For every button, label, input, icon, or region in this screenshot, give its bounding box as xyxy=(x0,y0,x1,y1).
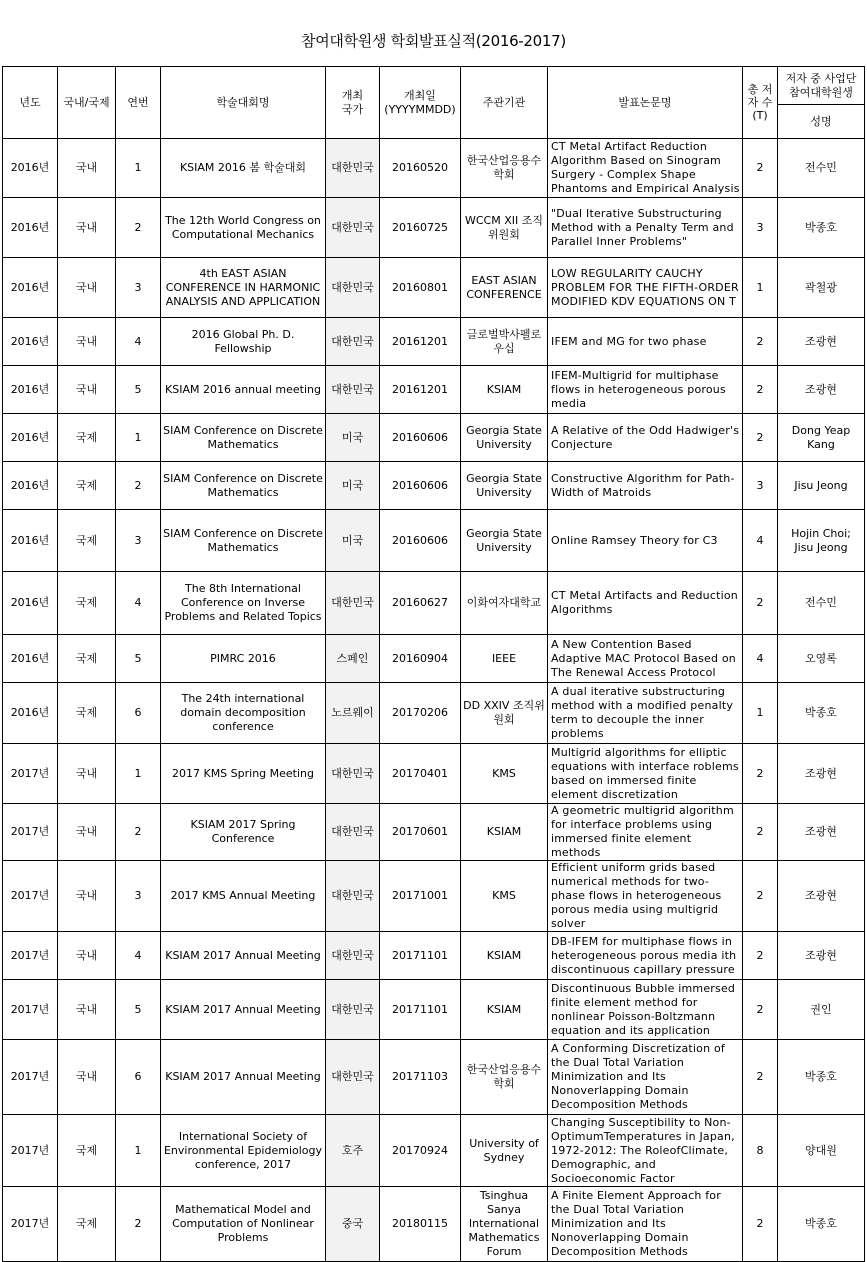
table-row xyxy=(3,318,865,366)
cell-date: 20160606 xyxy=(380,414,461,462)
cell-name: 박종호 xyxy=(778,1040,865,1115)
cell-conference: Mathematical Model and Computation of Nonlinear Problems xyxy=(161,1187,326,1262)
cell-organizer: EAST ASIAN CONFERENCE xyxy=(461,258,548,318)
cell-conference: KSIAM 2017 Spring Conference xyxy=(161,804,326,861)
cell-date: 20160606 xyxy=(380,462,461,510)
cell-scope: 국내 xyxy=(58,198,116,258)
cell-year: 2016년 xyxy=(3,139,58,198)
cell-name: 곽철광 xyxy=(778,258,865,318)
cell-name: 조광현 xyxy=(778,744,865,804)
cell-name: 조광현 xyxy=(778,318,865,366)
cell-authors: 2 xyxy=(743,414,778,462)
cell-scope: 국내 xyxy=(58,139,116,198)
cell-organizer: KMS xyxy=(461,861,548,932)
table-row xyxy=(3,932,865,980)
cell-year: 2016년 xyxy=(3,635,58,683)
table-row xyxy=(3,1040,865,1115)
cell-conference: 2017 KMS Annual Meeting xyxy=(161,861,326,932)
table-row xyxy=(3,366,865,414)
cell-organizer: KSIAM xyxy=(461,932,548,980)
header-date: 개최일 (YYYYMMDD) xyxy=(380,67,461,139)
table-body xyxy=(3,139,865,1262)
cell-year: 2016년 xyxy=(3,414,58,462)
table-row xyxy=(3,139,865,198)
cell-country: 호주 xyxy=(326,1115,380,1187)
cell-conference: SIAM Conference on Discrete Mathematics xyxy=(161,510,326,572)
cell-authors: 1 xyxy=(743,683,778,744)
cell-authors: 2 xyxy=(743,366,778,414)
page-title: 참여대학원생 학회발표실적(2016-2017) xyxy=(301,32,566,50)
cell-name: 조광현 xyxy=(778,932,865,980)
cell-conference: The 8th International Conference on Inverse Problems and Related Topics xyxy=(161,572,326,635)
cell-date: 20160801 xyxy=(380,258,461,318)
cell-paper: CT Metal Artifacts and Reduction Algorithms xyxy=(548,572,743,635)
cell-scope: 국내 xyxy=(58,980,116,1040)
cell-date: 20180115 xyxy=(380,1187,461,1262)
cell-authors: 2 xyxy=(743,932,778,980)
cell-date: 20170206 xyxy=(380,683,461,744)
cell-organizer: KSIAM xyxy=(461,804,548,861)
cell-date: 20160606 xyxy=(380,510,461,572)
table-row xyxy=(3,635,865,683)
cell-conference: 4th EAST ASIAN CONFERENCE IN HARMONIC ANALYSIS AND APPLICATION xyxy=(161,258,326,318)
cell-year: 2017년 xyxy=(3,861,58,932)
cell-name: 전수민 xyxy=(778,139,865,198)
cell-conference: PIMRC 2016 xyxy=(161,635,326,683)
cell-conference: KSIAM 2017 Annual Meeting xyxy=(161,932,326,980)
cell-country: 미국 xyxy=(326,462,380,510)
cell-year: 2016년 xyxy=(3,258,58,318)
cell-year: 2016년 xyxy=(3,572,58,635)
cell-organizer: 한국산업응용수학회 xyxy=(461,1040,548,1115)
cell-authors: 1 xyxy=(743,258,778,318)
cell-country: 대한민국 xyxy=(326,366,380,414)
header-year: 년도 xyxy=(3,67,58,139)
cell-scope: 국제 xyxy=(58,635,116,683)
cell-scope: 국내 xyxy=(58,258,116,318)
cell-year: 2017년 xyxy=(3,804,58,861)
cell-paper: Online Ramsey Theory for C3 xyxy=(548,510,743,572)
cell-seq: 3 xyxy=(116,258,161,318)
cell-organizer: IEEE xyxy=(461,635,548,683)
cell-year: 2016년 xyxy=(3,198,58,258)
cell-name: 박종호 xyxy=(778,683,865,744)
cell-conference: KSIAM 2016 annual meeting xyxy=(161,366,326,414)
cell-seq: 2 xyxy=(116,462,161,510)
table-row xyxy=(3,804,865,861)
cell-conference: The 12th World Congress on Computational Mechanics xyxy=(161,198,326,258)
cell-date: 20170401 xyxy=(380,744,461,804)
table-row xyxy=(3,1187,865,1262)
cell-name: Jisu Jeong xyxy=(778,462,865,510)
cell-date: 20160520 xyxy=(380,139,461,198)
cell-conference: KSIAM 2017 Annual Meeting xyxy=(161,980,326,1040)
cell-year: 2016년 xyxy=(3,683,58,744)
cell-paper: Changing Susceptibility to Non-OptimumTemperatures in Japan, 1972-2012: The RoleofClimate, Demographic, and Socioeconomic Factor xyxy=(548,1115,743,1187)
cell-country: 대한민국 xyxy=(326,258,380,318)
table-row xyxy=(3,198,865,258)
header-country: 개최 국가 xyxy=(326,67,380,139)
cell-authors: 3 xyxy=(743,462,778,510)
cell-authors: 2 xyxy=(743,980,778,1040)
cell-organizer: University of Sydney xyxy=(461,1115,548,1187)
cell-organizer: Georgia State University xyxy=(461,510,548,572)
cell-date: 20161201 xyxy=(380,366,461,414)
cell-authors: 2 xyxy=(743,318,778,366)
table-row xyxy=(3,414,865,462)
cell-year: 2016년 xyxy=(3,510,58,572)
cell-conference: SIAM Conference on Discrete Mathematics xyxy=(161,462,326,510)
cell-paper: A Finite Element Approach for the Dual Total Variation Minimization and Its Nonoverlapping Domain Decomposition Methods xyxy=(548,1187,743,1262)
cell-name: 권인 xyxy=(778,980,865,1040)
cell-conference: The 24th international domain decomposition conference xyxy=(161,683,326,744)
cell-seq: 3 xyxy=(116,510,161,572)
cell-country: 대한민국 xyxy=(326,1040,380,1115)
cell-seq: 1 xyxy=(116,139,161,198)
cell-seq: 4 xyxy=(116,572,161,635)
cell-seq: 2 xyxy=(116,198,161,258)
cell-year: 2017년 xyxy=(3,1115,58,1187)
cell-paper: IFEM-Multigrid for multiphase flows in heterogeneous porous media xyxy=(548,366,743,414)
cell-date: 20171101 xyxy=(380,980,461,1040)
table-row xyxy=(3,572,865,635)
cell-paper: Constructive Algorithm for Path-Width of Matroids xyxy=(548,462,743,510)
cell-scope: 국제 xyxy=(58,1187,116,1262)
cell-country: 노르웨이 xyxy=(326,683,380,744)
cell-seq: 5 xyxy=(116,980,161,1040)
cell-seq: 5 xyxy=(116,366,161,414)
table-row xyxy=(3,980,865,1040)
cell-organizer: KMS xyxy=(461,744,548,804)
header-authors: 총 저 자 수 (T) xyxy=(743,67,778,139)
cell-paper: IFEM and MG for two phase xyxy=(548,318,743,366)
table-row xyxy=(3,744,865,804)
cell-organizer: WCCM XII 조직위원회 xyxy=(461,198,548,258)
cell-scope: 국제 xyxy=(58,683,116,744)
header-paper: 발표논문명 xyxy=(548,67,743,139)
cell-authors: 2 xyxy=(743,861,778,932)
cell-name: Hojin Choi; Jisu Jeong xyxy=(778,510,865,572)
cell-scope: 국제 xyxy=(58,462,116,510)
table-row xyxy=(3,510,865,572)
cell-paper: Discontinuous Bubble immersed finite element method for nonlinear Poisson-Boltzmann equation and its application xyxy=(548,980,743,1040)
cell-scope: 국제 xyxy=(58,510,116,572)
cell-conference: KSIAM 2017 Annual Meeting xyxy=(161,1040,326,1115)
cell-organizer: Georgia State University xyxy=(461,414,548,462)
cell-paper: A geometric multigrid algorithm for interface problems using immersed finite element methods xyxy=(548,804,743,861)
cell-conference: 2017 KMS Spring Meeting xyxy=(161,744,326,804)
cell-country: 대한민국 xyxy=(326,139,380,198)
cell-country: 대한민국 xyxy=(326,318,380,366)
cell-country: 대한민국 xyxy=(326,861,380,932)
cell-country: 스페인 xyxy=(326,635,380,683)
cell-paper: Efficient uniform grids based numerical methods for two-phase flows in heterogeneous porous media using multigrid solver xyxy=(548,861,743,932)
cell-authors: 2 xyxy=(743,1040,778,1115)
cell-seq: 1 xyxy=(116,414,161,462)
cell-date: 20160725 xyxy=(380,198,461,258)
cell-seq: 6 xyxy=(116,1040,161,1115)
cell-country: 미국 xyxy=(326,414,380,462)
cell-name: 오영록 xyxy=(778,635,865,683)
table-row xyxy=(3,861,865,932)
cell-name: 양대원 xyxy=(778,1115,865,1187)
cell-scope: 국내 xyxy=(58,1040,116,1115)
cell-name: Dong Yeap Kang xyxy=(778,414,865,462)
cell-seq: 1 xyxy=(116,744,161,804)
cell-name: 박종호 xyxy=(778,1187,865,1262)
cell-organizer: Georgia State University xyxy=(461,462,548,510)
cell-authors: 3 xyxy=(743,198,778,258)
cell-authors: 2 xyxy=(743,1187,778,1262)
cell-paper: A Conforming Discretization of the Dual Total Variation Minimization and Its Nonoverlapping Domain Decomposition Methods xyxy=(548,1040,743,1115)
cell-authors: 4 xyxy=(743,635,778,683)
cell-country: 대한민국 xyxy=(326,980,380,1040)
header-participant-name: 성명 xyxy=(778,105,865,139)
cell-date: 20171001 xyxy=(380,861,461,932)
cell-scope: 국제 xyxy=(58,572,116,635)
header-scope: 국내/국제 xyxy=(58,67,116,139)
cell-organizer: 글로벌박사펠로우십 xyxy=(461,318,548,366)
cell-country: 대한민국 xyxy=(326,804,380,861)
cell-year: 2017년 xyxy=(3,1040,58,1115)
cell-seq: 2 xyxy=(116,1187,161,1262)
cell-year: 2016년 xyxy=(3,366,58,414)
table-row xyxy=(3,683,865,744)
cell-seq: 6 xyxy=(116,683,161,744)
cell-organizer: KSIAM xyxy=(461,980,548,1040)
cell-date: 20171101 xyxy=(380,932,461,980)
table-row xyxy=(3,1115,865,1187)
cell-conference: 2016 Global Ph. D. Fellowship xyxy=(161,318,326,366)
cell-seq: 4 xyxy=(116,932,161,980)
header-participant-group: 저자 중 사업단 참여대학원생 xyxy=(778,67,865,105)
cell-scope: 국제 xyxy=(58,414,116,462)
cell-paper: A Relative of the Odd Hadwiger's Conjecture xyxy=(548,414,743,462)
cell-seq: 1 xyxy=(116,1115,161,1187)
cell-authors: 4 xyxy=(743,510,778,572)
cell-name: 박종호 xyxy=(778,198,865,258)
cell-year: 2017년 xyxy=(3,1187,58,1262)
cell-authors: 2 xyxy=(743,139,778,198)
cell-organizer: 한국산업응용수학회 xyxy=(461,139,548,198)
cell-name: 전수민 xyxy=(778,572,865,635)
cell-date: 20170924 xyxy=(380,1115,461,1187)
cell-seq: 5 xyxy=(116,635,161,683)
cell-year: 2017년 xyxy=(3,980,58,1040)
cell-country: 대한민국 xyxy=(326,198,380,258)
cell-year: 2017년 xyxy=(3,932,58,980)
cell-paper: CT Metal Artifact Reduction Algorithm Based on Sinogram Surgery - Complex Shape Phantoms and Empirical Analysis xyxy=(548,139,743,198)
cell-country: 대한민국 xyxy=(326,744,380,804)
cell-organizer: DD XXIV 조직위원회 xyxy=(461,683,548,744)
cell-year: 2016년 xyxy=(3,462,58,510)
cell-name: 조광현 xyxy=(778,366,865,414)
cell-organizer: KSIAM xyxy=(461,366,548,414)
cell-date: 20171103 xyxy=(380,1040,461,1115)
cell-country: 중국 xyxy=(326,1187,380,1262)
cell-country: 대한민국 xyxy=(326,932,380,980)
header-seq: 연번 xyxy=(116,67,161,139)
cell-date: 20160627 xyxy=(380,572,461,635)
cell-country: 대한민국 xyxy=(326,572,380,635)
cell-year: 2017년 xyxy=(3,744,58,804)
cell-conference: KSIAM 2016 봄 학술대회 xyxy=(161,139,326,198)
cell-authors: 2 xyxy=(743,744,778,804)
cell-scope: 국내 xyxy=(58,318,116,366)
cell-seq: 3 xyxy=(116,861,161,932)
cell-seq: 4 xyxy=(116,318,161,366)
cell-paper: "Dual Iterative Substructuring Method with a Penalty Term and Parallel Inner Problems" xyxy=(548,198,743,258)
table-row xyxy=(3,462,865,510)
cell-paper: LOW REGULARITY CAUCHY PROBLEM FOR THE FIFTH-ORDER MODIFIED KDV EQUATIONS ON T xyxy=(548,258,743,318)
cell-scope: 국내 xyxy=(58,744,116,804)
cell-country: 미국 xyxy=(326,510,380,572)
cell-authors: 2 xyxy=(743,804,778,861)
conference-table xyxy=(2,66,865,1262)
cell-name: 조광현 xyxy=(778,861,865,932)
cell-date: 20160904 xyxy=(380,635,461,683)
cell-scope: 국내 xyxy=(58,932,116,980)
cell-seq: 2 xyxy=(116,804,161,861)
cell-date: 20170601 xyxy=(380,804,461,861)
cell-scope: 국내 xyxy=(58,804,116,861)
cell-organizer: 이화여자대학교 xyxy=(461,572,548,635)
cell-year: 2016년 xyxy=(3,318,58,366)
cell-date: 20161201 xyxy=(380,318,461,366)
cell-conference: SIAM Conference on Discrete Mathematics xyxy=(161,414,326,462)
cell-scope: 국내 xyxy=(58,861,116,932)
cell-conference: International Society of Environmental Epidemiology conference, 2017 xyxy=(161,1115,326,1187)
cell-scope: 국내 xyxy=(58,366,116,414)
cell-paper: Multigrid algorithms for elliptic equations with interface roblems based on immersed finite element discretization xyxy=(548,744,743,804)
cell-authors: 2 xyxy=(743,572,778,635)
cell-organizer: Tsinghua Sanya International Mathematics Forum xyxy=(461,1187,548,1262)
table-row xyxy=(3,258,865,318)
cell-authors: 8 xyxy=(743,1115,778,1187)
cell-paper: A dual iterative substructuring method with a modified penalty term to decouple the inner problems xyxy=(548,683,743,744)
cell-paper: DB-IFEM for multiphase flows in heterogeneous porous media ith discontinuous capillary pressure xyxy=(548,932,743,980)
cell-paper: A New Contention Based Adaptive MAC Protocol Based on The Renewal Access Protocol xyxy=(548,635,743,683)
header-organizer: 주관기관 xyxy=(461,67,548,139)
cell-scope: 국제 xyxy=(58,1115,116,1187)
header-conference: 학술대회명 xyxy=(161,67,326,139)
cell-name: 조광현 xyxy=(778,804,865,861)
